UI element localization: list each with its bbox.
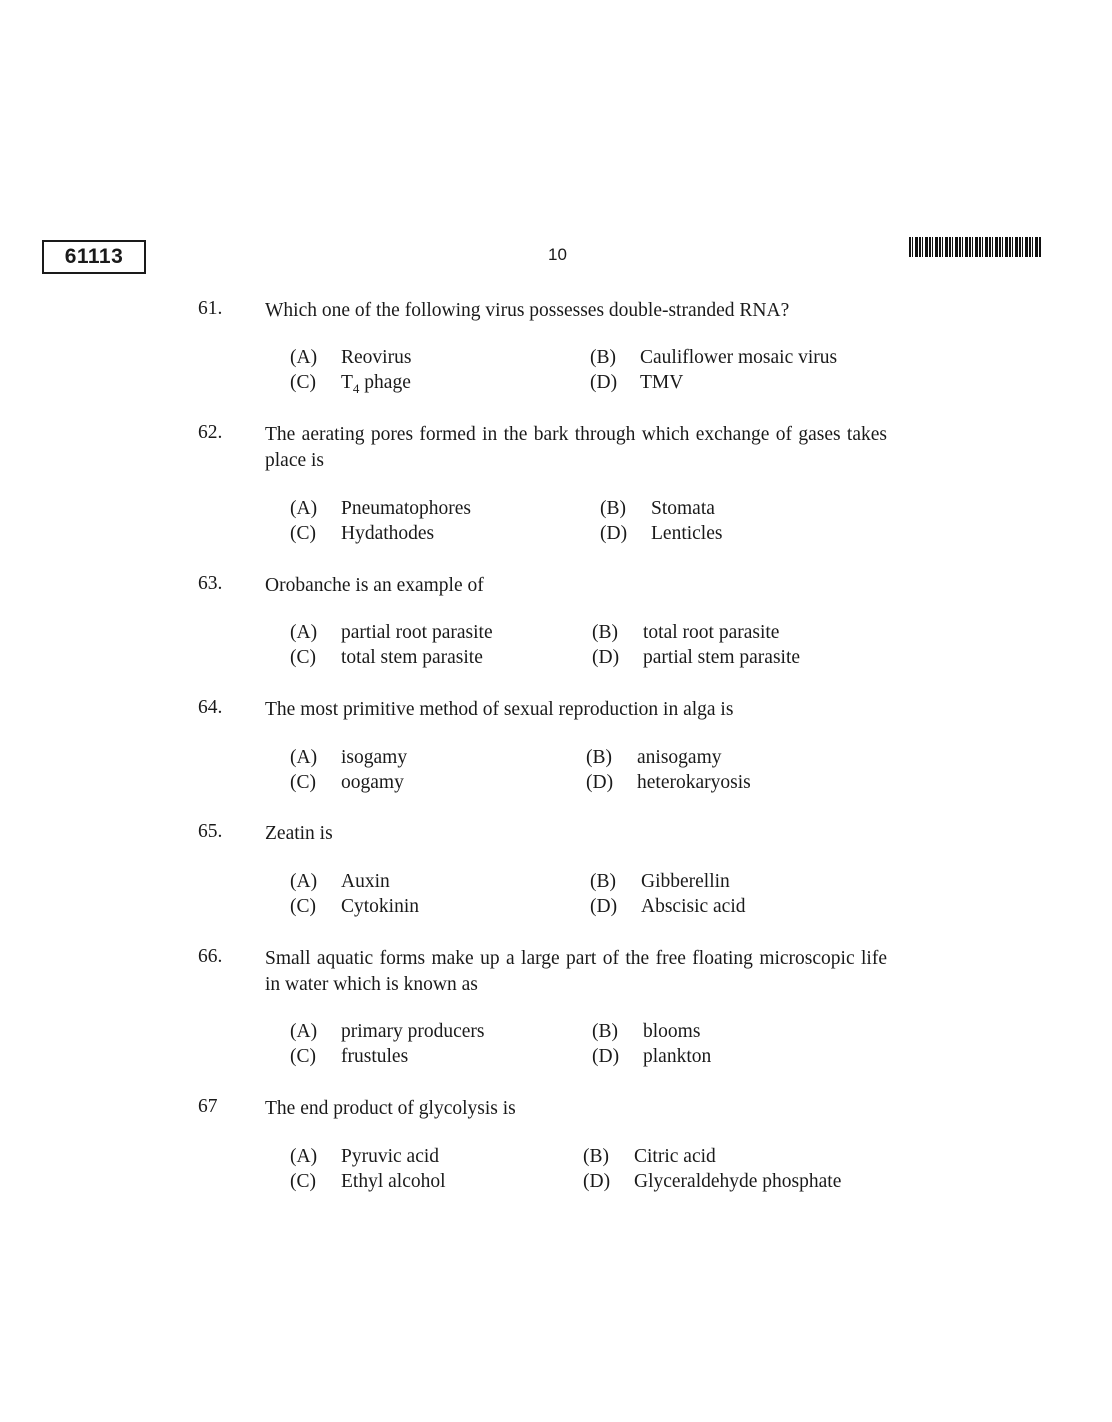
option-text: Abscisic acid (641, 896, 746, 917)
option-b (583, 1146, 716, 1168)
option-text: Auxin (341, 871, 390, 892)
option-a (290, 347, 411, 369)
option-c (290, 772, 404, 794)
option-d (583, 1171, 841, 1193)
question-number: 62. (198, 422, 223, 443)
option-label: (A) (290, 622, 318, 643)
option-text: TMV (640, 372, 684, 393)
option-text: Ethyl alcohol (341, 1171, 446, 1192)
option-text: isogamy (341, 747, 408, 768)
option-d (590, 372, 683, 394)
question-text: The end product of glycolysis is (265, 1098, 516, 1119)
option-a (290, 871, 390, 893)
question-text: Zeatin is (265, 823, 333, 844)
option-label: (C) (290, 772, 316, 793)
option-label: (D) (592, 647, 620, 668)
option-text: total stem parasite (341, 647, 483, 668)
option-label: (A) (290, 347, 318, 368)
option-label: (D) (590, 372, 618, 393)
option-text: partial stem parasite (643, 647, 801, 668)
question-number: 64. (198, 697, 223, 718)
option-d (600, 523, 722, 545)
option-c (290, 1171, 446, 1193)
paper-code: 61113 (64, 245, 124, 268)
option-text: blooms (643, 1021, 701, 1042)
option-c (290, 1046, 408, 1068)
question-text: The most primitive method of sexual reproduction in alga is (265, 699, 734, 720)
option-label: (B) (590, 871, 616, 892)
question-number: 67 (198, 1096, 218, 1117)
option-a (290, 498, 471, 520)
option-d (592, 1046, 711, 1068)
option-label: (D) (600, 523, 628, 544)
barcode-image (909, 237, 1041, 257)
option-label: (B) (583, 1146, 609, 1167)
question-text: The aerating pores formed in the bark through which exchange of gases takes place is (265, 424, 887, 471)
option-text: plankton (643, 1046, 712, 1067)
option-label: (B) (590, 347, 616, 368)
option-text: Stomata (651, 498, 715, 519)
option-label: (D) (590, 896, 618, 917)
option-b (600, 498, 715, 520)
option-a (290, 622, 493, 644)
option-text: $T_4$ phage (341, 372, 411, 396)
option-text: Cytokinin (341, 896, 420, 917)
option-text: oogamy (341, 772, 404, 793)
option-b (586, 747, 721, 769)
option-d (590, 896, 746, 918)
question-number: 65. (198, 821, 223, 842)
option-c (290, 896, 419, 918)
option-label: (A) (290, 871, 318, 892)
option-label: (D) (592, 1046, 620, 1067)
option-b (590, 871, 730, 893)
option-b (592, 622, 779, 644)
option-label: (C) (290, 372, 316, 393)
option-label: (C) (290, 523, 316, 544)
option-label: (C) (290, 1171, 316, 1192)
page-number: 10 (548, 245, 567, 264)
option-c (290, 647, 483, 669)
option-d (592, 647, 800, 669)
option-text: Pneumatophores (341, 498, 471, 519)
option-text: Glyceraldehyde phosphate (634, 1171, 842, 1192)
question-number: 61. (198, 298, 223, 319)
option-c (290, 523, 434, 545)
option-label: (A) (290, 498, 318, 519)
option-c (290, 372, 411, 397)
question-text: Orobanche is an example of (265, 575, 484, 596)
option-label: (C) (290, 1046, 316, 1067)
option-label: (B) (592, 1021, 618, 1042)
option-label: (D) (586, 772, 614, 793)
option-text: Pyruvic acid (341, 1146, 440, 1167)
option-text: Lenticles (651, 523, 723, 544)
option-a (290, 1021, 485, 1043)
option-label: (B) (592, 622, 618, 643)
option-label: (D) (583, 1171, 611, 1192)
option-label: (A) (290, 1021, 318, 1042)
option-text: Reovirus (341, 347, 412, 368)
option-label: (C) (290, 647, 316, 668)
question-text: Small aquatic forms make up a large part of the free floating microscopic life in water which is known as (265, 948, 887, 995)
option-label: (B) (586, 747, 612, 768)
option-d (586, 772, 751, 794)
option-text: total root parasite (643, 622, 780, 643)
option-text: primary producers (341, 1021, 485, 1042)
question-number: 63. (198, 573, 223, 594)
option-text: frustules (341, 1046, 409, 1067)
option-a (290, 1146, 439, 1168)
option-text: anisogamy (637, 747, 722, 768)
question-number: 66. (198, 946, 223, 967)
option-text: partial root parasite (341, 622, 493, 643)
paper-code-box (42, 240, 146, 274)
option-text: heterokaryosis (637, 772, 751, 793)
option-label: (C) (290, 896, 316, 917)
option-a (290, 747, 407, 769)
option-text: Cauliflower mosaic virus (640, 347, 838, 368)
option-b (592, 1021, 700, 1043)
option-label: (B) (600, 498, 626, 519)
option-text: Hydathodes (341, 523, 435, 544)
option-text: Citric acid (634, 1146, 716, 1167)
option-label: (A) (290, 747, 318, 768)
option-text: Gibberellin (641, 871, 730, 892)
option-label: (A) (290, 1146, 318, 1167)
question-text: Which one of the following virus possesses double-stranded RNA? (265, 300, 790, 321)
option-b (590, 347, 837, 369)
